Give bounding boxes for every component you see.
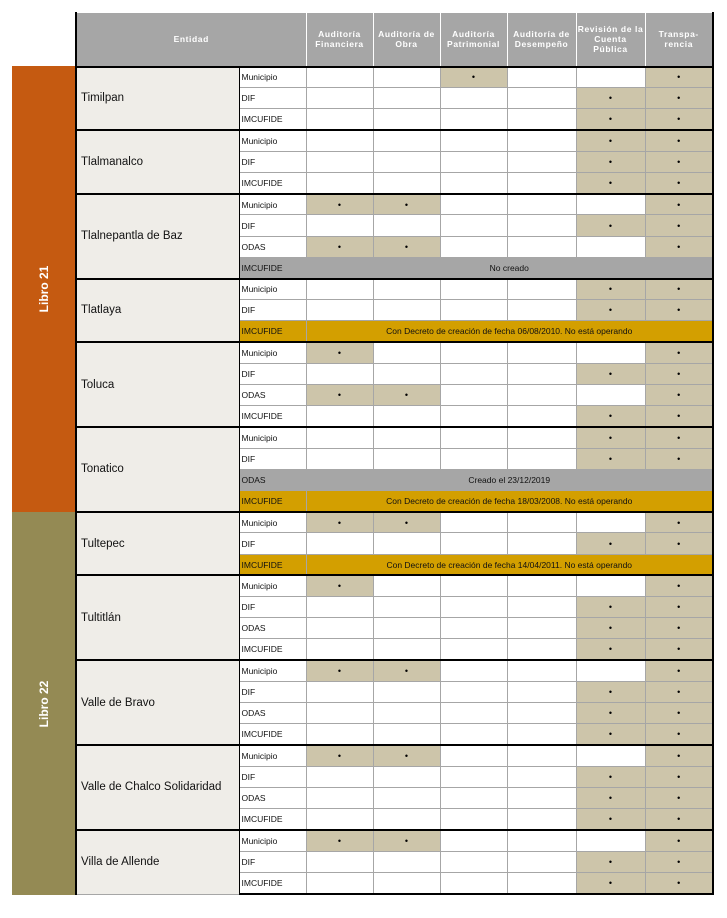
empty-cell: [306, 809, 373, 830]
entity-name: Tultitlán: [76, 575, 239, 660]
bullet-mark: •: [645, 724, 713, 745]
status-note: Con Decreto de creación de fecha 18/03/2008. No está operando: [306, 491, 713, 512]
sub-entity-label: IMCUFIDE: [239, 109, 306, 130]
empty-cell: [373, 215, 440, 236]
empty-cell: [306, 533, 373, 554]
empty-cell: [373, 279, 440, 300]
bullet-mark: •: [576, 406, 645, 427]
bullet-mark: •: [306, 745, 373, 766]
empty-cell: [576, 342, 645, 363]
empty-cell: [306, 427, 373, 448]
bullet-mark: •: [645, 681, 713, 702]
bullet-mark: •: [576, 787, 645, 808]
empty-cell: [507, 385, 576, 406]
empty-cell: [440, 597, 507, 618]
bullet-mark: •: [645, 872, 713, 894]
sub-entity-label: IMCUFIDE: [239, 724, 306, 745]
empty-cell: [440, 88, 507, 109]
table-row: [76, 745, 713, 766]
header-entidad: Entidad: [76, 13, 306, 67]
empty-cell: [306, 406, 373, 427]
bullet-mark: •: [645, 173, 713, 194]
empty-cell: [576, 830, 645, 851]
empty-cell: [440, 385, 507, 406]
header-auditoria-patrimonial: Auditoría Patrimonial: [440, 13, 507, 67]
empty-cell: [507, 618, 576, 639]
empty-cell: [373, 724, 440, 745]
entity-name: Tonatico: [76, 427, 239, 512]
sub-entity-label: ODAS: [239, 787, 306, 808]
empty-cell: [440, 745, 507, 766]
empty-cell: [507, 597, 576, 618]
table-row: [76, 660, 713, 681]
empty-cell: [373, 109, 440, 130]
empty-cell: [440, 194, 507, 215]
empty-cell: [440, 618, 507, 639]
bullet-mark: •: [645, 236, 713, 257]
empty-cell: [507, 427, 576, 448]
empty-cell: [373, 533, 440, 554]
table-row: [76, 130, 713, 151]
empty-cell: [576, 575, 645, 596]
header-auditoria-financiera: Auditoría Financiera: [306, 13, 373, 67]
empty-cell: [507, 88, 576, 109]
empty-cell: [440, 575, 507, 596]
sub-entity-label: IMCUFIDE: [239, 406, 306, 427]
empty-cell: [507, 512, 576, 533]
empty-cell: [440, 363, 507, 384]
empty-cell: [306, 618, 373, 639]
table-row: [76, 67, 713, 88]
bullet-mark: •: [645, 745, 713, 766]
empty-cell: [306, 151, 373, 172]
table-row: [76, 830, 713, 851]
empty-cell: [373, 88, 440, 109]
bullet-mark: •: [576, 300, 645, 321]
empty-cell: [440, 660, 507, 681]
sub-entity-label: Municipio: [239, 745, 306, 766]
bullet-mark: •: [576, 851, 645, 872]
bullet-mark: •: [576, 279, 645, 300]
header-transparencia: Transpa- rencia: [645, 13, 713, 67]
empty-cell: [440, 342, 507, 363]
empty-cell: [306, 130, 373, 151]
entity-name: Tlalnepantla de Baz: [76, 194, 239, 279]
sub-entity-label: Municipio: [239, 830, 306, 851]
sub-entity-label: Municipio: [239, 194, 306, 215]
empty-cell: [373, 173, 440, 194]
sub-entity-label: ODAS: [239, 469, 306, 490]
status-note: Con Decreto de creación de fecha 14/04/2011. No está operando: [306, 554, 713, 575]
empty-cell: [507, 215, 576, 236]
empty-cell: [440, 406, 507, 427]
empty-cell: [306, 724, 373, 745]
empty-cell: [440, 766, 507, 787]
bullet-mark: •: [645, 575, 713, 596]
bullet-mark: •: [373, 745, 440, 766]
empty-cell: [440, 851, 507, 872]
empty-cell: [373, 151, 440, 172]
bullet-mark: •: [576, 448, 645, 469]
bullet-mark: •: [576, 639, 645, 660]
bullet-mark: •: [373, 512, 440, 533]
empty-cell: [440, 448, 507, 469]
empty-cell: [507, 681, 576, 702]
empty-cell: [576, 236, 645, 257]
libro-22-band: [12, 512, 75, 895]
bullet-mark: •: [645, 660, 713, 681]
sub-entity-label: ODAS: [239, 703, 306, 724]
empty-cell: [373, 130, 440, 151]
empty-cell: [576, 660, 645, 681]
empty-cell: [373, 681, 440, 702]
empty-cell: [507, 533, 576, 554]
bullet-mark: •: [373, 660, 440, 681]
sub-entity-label: DIF: [239, 88, 306, 109]
empty-cell: [507, 787, 576, 808]
empty-cell: [507, 300, 576, 321]
empty-cell: [440, 236, 507, 257]
bullet-mark: •: [576, 427, 645, 448]
libro-21-band: [12, 66, 75, 512]
sub-entity-label: DIF: [239, 215, 306, 236]
empty-cell: [440, 130, 507, 151]
empty-cell: [373, 618, 440, 639]
header-auditoria-desempeno: Auditoría de Desempeño: [507, 13, 576, 67]
bullet-mark: •: [306, 194, 373, 215]
empty-cell: [507, 872, 576, 894]
empty-cell: [576, 512, 645, 533]
entity-name: Timilpan: [76, 67, 239, 131]
libro-22-label: Libro 22: [36, 680, 51, 727]
empty-cell: [507, 363, 576, 384]
sub-entity-label: IMCUFIDE: [239, 257, 306, 278]
bullet-mark: •: [645, 703, 713, 724]
bullet-mark: •: [576, 88, 645, 109]
bullet-mark: •: [645, 88, 713, 109]
sub-entity-label: IMCUFIDE: [239, 491, 306, 512]
empty-cell: [306, 639, 373, 660]
entity-name: Valle de Chalco Solidaridad: [76, 745, 239, 830]
empty-cell: [306, 67, 373, 88]
bullet-mark: •: [306, 236, 373, 257]
bullet-mark: •: [306, 830, 373, 851]
empty-cell: [373, 427, 440, 448]
table-row: [76, 575, 713, 596]
empty-cell: [373, 342, 440, 363]
empty-cell: [306, 872, 373, 894]
bullet-mark: •: [373, 385, 440, 406]
bullet-mark: •: [645, 639, 713, 660]
status-note: Creado el 23/12/2019: [306, 469, 713, 490]
sub-entity-label: Municipio: [239, 342, 306, 363]
sub-entity-label: IMCUFIDE: [239, 639, 306, 660]
empty-cell: [507, 639, 576, 660]
bullet-mark: •: [576, 872, 645, 894]
empty-cell: [306, 703, 373, 724]
empty-cell: [507, 575, 576, 596]
empty-cell: [306, 215, 373, 236]
bullet-mark: •: [645, 809, 713, 830]
empty-cell: [373, 639, 440, 660]
empty-cell: [306, 787, 373, 808]
bullet-mark: •: [645, 618, 713, 639]
empty-cell: [440, 639, 507, 660]
empty-cell: [306, 681, 373, 702]
bullet-mark: •: [576, 215, 645, 236]
sub-entity-label: Municipio: [239, 660, 306, 681]
entity-name: Valle de Bravo: [76, 660, 239, 745]
empty-cell: [373, 300, 440, 321]
sub-entity-label: Municipio: [239, 279, 306, 300]
empty-cell: [373, 363, 440, 384]
empty-cell: [306, 851, 373, 872]
bullet-mark: •: [645, 67, 713, 88]
sub-entity-label: DIF: [239, 533, 306, 554]
bullet-mark: •: [576, 151, 645, 172]
empty-cell: [440, 809, 507, 830]
bullet-mark: •: [440, 67, 507, 88]
empty-cell: [306, 173, 373, 194]
bullet-mark: •: [576, 703, 645, 724]
bullet-mark: •: [576, 597, 645, 618]
empty-cell: [440, 151, 507, 172]
bullet-mark: •: [306, 342, 373, 363]
empty-cell: [440, 724, 507, 745]
bullet-mark: •: [306, 385, 373, 406]
sub-entity-label: IMCUFIDE: [239, 321, 306, 342]
header-auditoria-obra: Auditoría de Obra: [373, 13, 440, 67]
empty-cell: [576, 745, 645, 766]
table-row: [76, 427, 713, 448]
empty-cell: [440, 681, 507, 702]
sub-entity-label: Municipio: [239, 575, 306, 596]
entity-name: Tultepec: [76, 512, 239, 576]
empty-cell: [507, 130, 576, 151]
empty-cell: [306, 448, 373, 469]
empty-cell: [507, 830, 576, 851]
empty-cell: [440, 215, 507, 236]
status-note: No creado: [306, 257, 713, 278]
bullet-mark: •: [645, 830, 713, 851]
empty-cell: [507, 660, 576, 681]
empty-cell: [373, 851, 440, 872]
bullet-mark: •: [645, 342, 713, 363]
sub-entity-label: IMCUFIDE: [239, 872, 306, 894]
sub-entity-label: ODAS: [239, 385, 306, 406]
sub-entity-label: Municipio: [239, 512, 306, 533]
header-revision-cuenta-publica: Revisión de la Cuenta Pública: [576, 13, 645, 67]
entity-name: Tlalmanalco: [76, 130, 239, 194]
empty-cell: [440, 512, 507, 533]
bullet-mark: •: [306, 512, 373, 533]
empty-cell: [440, 279, 507, 300]
bullet-mark: •: [576, 766, 645, 787]
empty-cell: [373, 872, 440, 894]
table-row: [76, 512, 713, 533]
empty-cell: [306, 597, 373, 618]
empty-cell: [507, 109, 576, 130]
empty-cell: [440, 787, 507, 808]
empty-cell: [373, 787, 440, 808]
sub-entity-label: IMCUFIDE: [239, 554, 306, 575]
sub-entity-label: DIF: [239, 363, 306, 384]
bullet-mark: •: [576, 363, 645, 384]
empty-cell: [507, 703, 576, 724]
bullet-mark: •: [645, 448, 713, 469]
empty-cell: [440, 872, 507, 894]
status-note: Con Decreto de creación de fecha 06/08/2010. No está operando: [306, 321, 713, 342]
sub-entity-label: DIF: [239, 448, 306, 469]
bullet-mark: •: [645, 385, 713, 406]
empty-cell: [440, 109, 507, 130]
bullet-mark: •: [645, 279, 713, 300]
empty-cell: [373, 809, 440, 830]
bullet-mark: •: [576, 109, 645, 130]
empty-cell: [507, 766, 576, 787]
sub-entity-label: DIF: [239, 681, 306, 702]
bullet-mark: •: [645, 109, 713, 130]
empty-cell: [440, 427, 507, 448]
empty-cell: [507, 236, 576, 257]
bullet-mark: •: [645, 766, 713, 787]
empty-cell: [373, 575, 440, 596]
empty-cell: [507, 448, 576, 469]
empty-cell: [373, 597, 440, 618]
empty-cell: [507, 851, 576, 872]
entity-name: Toluca: [76, 342, 239, 427]
sub-entity-label: DIF: [239, 597, 306, 618]
bullet-mark: •: [576, 681, 645, 702]
empty-cell: [507, 342, 576, 363]
empty-cell: [440, 830, 507, 851]
bullet-mark: •: [373, 830, 440, 851]
sub-entity-label: IMCUFIDE: [239, 173, 306, 194]
empty-cell: [440, 703, 507, 724]
empty-cell: [507, 67, 576, 88]
empty-cell: [507, 724, 576, 745]
empty-cell: [373, 448, 440, 469]
bullet-mark: •: [645, 533, 713, 554]
sub-entity-label: Municipio: [239, 67, 306, 88]
bullet-mark: •: [373, 236, 440, 257]
bullet-mark: •: [576, 130, 645, 151]
entity-name: Villa de Allende: [76, 830, 239, 894]
bullet-mark: •: [576, 173, 645, 194]
empty-cell: [507, 809, 576, 830]
empty-cell: [576, 67, 645, 88]
audit-table: [75, 12, 714, 895]
empty-cell: [440, 300, 507, 321]
empty-cell: [507, 173, 576, 194]
empty-cell: [306, 279, 373, 300]
sub-entity-label: DIF: [239, 300, 306, 321]
empty-cell: [373, 406, 440, 427]
empty-cell: [306, 363, 373, 384]
sub-entity-label: IMCUFIDE: [239, 809, 306, 830]
sub-entity-label: ODAS: [239, 618, 306, 639]
bullet-mark: •: [645, 194, 713, 215]
sub-entity-label: DIF: [239, 766, 306, 787]
empty-cell: [440, 173, 507, 194]
empty-cell: [440, 533, 507, 554]
bullet-mark: •: [306, 575, 373, 596]
bullet-mark: •: [645, 787, 713, 808]
table-row: [76, 279, 713, 300]
empty-cell: [576, 385, 645, 406]
bullet-mark: •: [645, 363, 713, 384]
bullet-mark: •: [576, 809, 645, 830]
bullet-mark: •: [645, 300, 713, 321]
bullet-mark: •: [645, 151, 713, 172]
bullet-mark: •: [645, 130, 713, 151]
bullet-mark: •: [576, 724, 645, 745]
sub-entity-label: Municipio: [239, 427, 306, 448]
bullet-mark: •: [576, 533, 645, 554]
empty-cell: [507, 194, 576, 215]
bullet-mark: •: [645, 406, 713, 427]
libro-21-label: Libro 21: [36, 265, 51, 313]
empty-cell: [306, 109, 373, 130]
empty-cell: [306, 300, 373, 321]
table-row: [76, 194, 713, 215]
bullet-mark: •: [576, 618, 645, 639]
bullet-mark: •: [645, 512, 713, 533]
bullet-mark: •: [645, 215, 713, 236]
bullet-mark: •: [306, 660, 373, 681]
empty-cell: [507, 151, 576, 172]
sub-entity-label: DIF: [239, 151, 306, 172]
sub-entity-label: DIF: [239, 851, 306, 872]
empty-cell: [507, 406, 576, 427]
bullet-mark: •: [645, 597, 713, 618]
empty-cell: [507, 279, 576, 300]
sub-entity-label: Municipio: [239, 130, 306, 151]
empty-cell: [373, 67, 440, 88]
empty-cell: [576, 194, 645, 215]
entity-name: Tlatlaya: [76, 279, 239, 343]
sub-entity-label: ODAS: [239, 236, 306, 257]
empty-cell: [306, 766, 373, 787]
empty-cell: [507, 745, 576, 766]
bullet-mark: •: [373, 194, 440, 215]
bullet-mark: •: [645, 427, 713, 448]
empty-cell: [373, 703, 440, 724]
table-row: [76, 342, 713, 363]
empty-cell: [373, 766, 440, 787]
bullet-mark: •: [645, 851, 713, 872]
empty-cell: [306, 88, 373, 109]
